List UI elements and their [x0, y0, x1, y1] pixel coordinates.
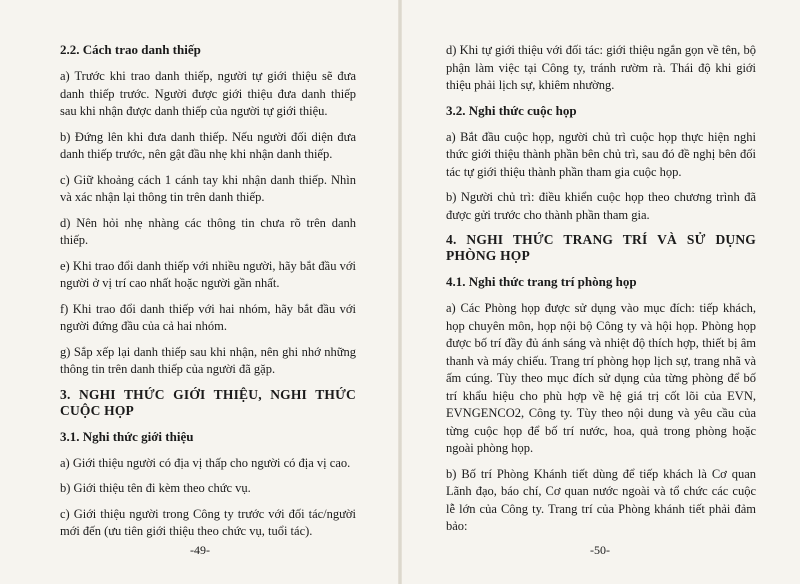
section-4-heading: 4. NGHI THỨC TRANG TRÍ VÀ SỬ DỤNG PHÒNG HỌP	[446, 232, 756, 263]
paragraph-a: a) Trước khi trao danh thiếp, người tự giới thiệu sẽ đưa danh thiếp trước. Người được giới thiệu đưa danh thiếp sau khi nhận được danh thiếp của người tự giới thiệu.	[60, 69, 356, 118]
intro-paragraph-b: b) Giới thiệu tên đi kèm theo chức vụ.	[60, 481, 251, 495]
decoration-paragraph-a: a) Các Phòng họp được sử dụng vào mục đích: tiếp khách, họp chuyên môn, họp nội bộ Công ty và hội họp. Phòng họp được bố trí đầy đủ ánh sáng và nhiệt độ thích hợp, thiết bị âm thanh và máy chiếu. Trang trí phòng họp lịch sự, trang nhã và ấm cúng. Tùy theo mục đích sử dụng của từng phòng để bố trí khẩu hiệu cho phù hợp về hệ giá trị cốt lõi của EVN, EVNGENCO2, Công ty. Tùy theo nội dung và yêu cầu của từng cuộc họp để bố trí nước, hoa, quả trong phòng hoặc ngoài phòng họp.	[446, 301, 756, 455]
page-number-right: -50-	[590, 543, 610, 557]
right-page	[400, 0, 800, 584]
intro-paragraph-a: a) Giới thiệu người có địa vị thấp cho người có địa vị cao.	[60, 455, 351, 470]
paragraph-e: e) Khi trao đổi danh thiếp với nhiều người, hãy bắt đầu với người ở vị trí cao nhất hoặc người gần nhất.	[60, 258, 356, 290]
paragraph-f: f) Khi trao đổi danh thiếp với hai nhóm, hãy bắt đầu với người đứng đầu của cả hai nhóm.	[60, 301, 356, 333]
section-3-1-heading: 3.1. Nghi thức giới thiệu	[60, 428, 194, 444]
paragraph-b: b) Đứng lên khi đưa danh thiếp. Nếu người đối diện đưa danh thiếp trước, nên gật đầu nhẹ khi nhận danh thiếp.	[60, 129, 356, 161]
paragraph-c: c) Giữ khoảng cách 1 cánh tay khi nhận danh thiếp. Nhìn và xác nhận lại thông tin trên danh thiếp.	[60, 172, 356, 204]
section-4-1-heading: 4.1. Nghi thức trang trí phòng họp	[446, 274, 637, 289]
section-2-2-heading: 2.2. Cách trao danh thiếp	[60, 42, 201, 57]
paragraph-d: d) Nên hỏi nhẹ nhàng các thông tin chưa rõ trên danh thiếp.	[60, 215, 356, 247]
section-3-heading: 3. NGHI THỨC GIỚI THIỆU, NGHI THỨC CUỘC HỌP	[60, 386, 356, 418]
meeting-paragraph-a: a) Bắt đầu cuộc họp, người chủ trì cuộc họp thực hiện nghi thức giới thiệu thành phần bên chủ trì, sau đó đề nghị bên đối tác tự giới thiệu thành phần tham gia cuộc họp.	[446, 129, 756, 179]
page-number-left: -49-	[190, 543, 210, 557]
section-3-2-heading: 3.2. Nghi thức cuộc họp	[446, 102, 577, 118]
paragraph-g: g) Sắp xếp lại danh thiếp sau khi nhận, nên ghi nhớ những thông tin trên danh thiếp của người đã gặp.	[60, 344, 356, 376]
intro-paragraph-c: c) Giới thiệu người trong Công ty trước với đối tác/người mới đến (ưu tiên giới thiệu theo chức vụ, tuổi tác).	[60, 506, 356, 538]
decoration-paragraph-b: b) Bố trí Phòng Khánh tiết dùng để tiếp khách là Cơ quan Lãnh đạo, báo chí, Cơ quan nước ngoài và tổ chức các cuộc lễ lớn của Công ty. Trang trí của Phòng khánh tiết phải đảm bảo:	[446, 466, 756, 533]
meeting-paragraph-b: b) Người chủ trì: điều khiển cuộc họp theo chương trình đã được gửi trước cho thành phần tham gia.	[446, 190, 756, 222]
intro-paragraph-d: d) Khi tự giới thiệu với đối tác: giới thiệu ngắn gọn về tên, bộ phận làm việc tại Công ty, tránh rườm rà. Thái độ khi giới thiệu phải lịch sự, khiêm nhường.	[446, 43, 756, 92]
